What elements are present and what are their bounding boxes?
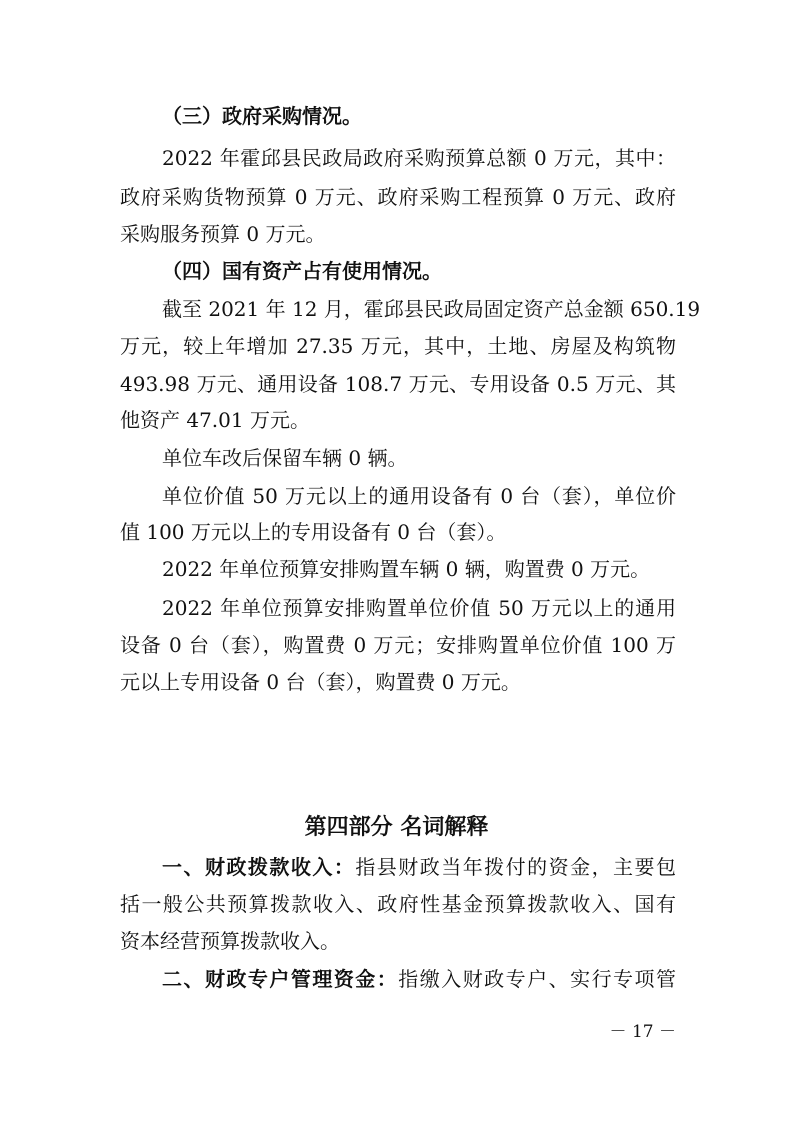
section4-line-3: 493.98 万元、通用设备 108.7 万元、专用设备 0.5 万元、其 xyxy=(120,372,676,396)
part4-item-1-line-3: 资本经营预算拨款收入。 xyxy=(120,929,340,953)
part4-item-1-term: 一、财政拨款收入： xyxy=(162,855,356,879)
part4-item-2-line-1 xyxy=(162,964,676,994)
part4-title: 第四部分 名词解释 xyxy=(304,815,489,840)
section4-heading: （四）国有资产占有使用情况。 xyxy=(162,259,442,283)
section4-line-6: 单位价值 50 万元以上的通用设备有 0 台（套），单位价 xyxy=(162,484,676,508)
section4-line-10: 设备 0 台（套），购置费 0 万元；安排购置单位价值 100 万 xyxy=(120,633,676,657)
part4-item-2-term: 二、财政专户管理资金： xyxy=(162,967,399,991)
part4-item-2-text: 指缴入财政专户、实行专项管 xyxy=(398,967,677,991)
section3-line-3: 采购服务预算 0 万元。 xyxy=(120,222,326,246)
section4-line-7: 值 100 万元以上的专用设备有 0 台（套）。 xyxy=(120,520,507,544)
part4-item-1-line-2: 括一般公共预算拨款收入、政府性基金预算拨款收入、国有 xyxy=(120,892,676,916)
section3-line-1: 2022 年霍邱县民政局政府采购预算总额 0 万元，其中： xyxy=(162,146,676,170)
section4-line-11: 元以上专用设备 0 台（套），购置费 0 万元。 xyxy=(120,670,521,694)
part4-item-1-text: 指县财政当年拨付的资金，主要包 xyxy=(355,855,677,879)
section4-line-9: 2022 年单位预算安排购置单位价值 50 万元以上的通用 xyxy=(162,596,676,620)
section4-line-8: 2022 年单位预算安排购置车辆 0 辆，购置费 0 万元。 xyxy=(162,557,651,581)
section4-line-4: 他资产 47.01 万元。 xyxy=(120,408,310,432)
part4-item-1-line-1 xyxy=(162,852,676,882)
section4-line-2: 万元，较上年增加 27.35 万元，其中，土地、房屋及构筑物 xyxy=(120,334,676,358)
section3-heading: （三）政府采购情况。 xyxy=(162,104,362,128)
page-number: － 17 － xyxy=(609,1022,676,1042)
section4-line-5: 单位车改后保留车辆 0 辆。 xyxy=(162,446,408,470)
section3-line-2: 政府采购货物预算 0 万元、政府采购工程预算 0 万元、政府 xyxy=(120,185,676,209)
section4-line-1: 截至 2021 年 12 月，霍邱县民政局固定资产总金额 650.19 xyxy=(162,297,701,321)
